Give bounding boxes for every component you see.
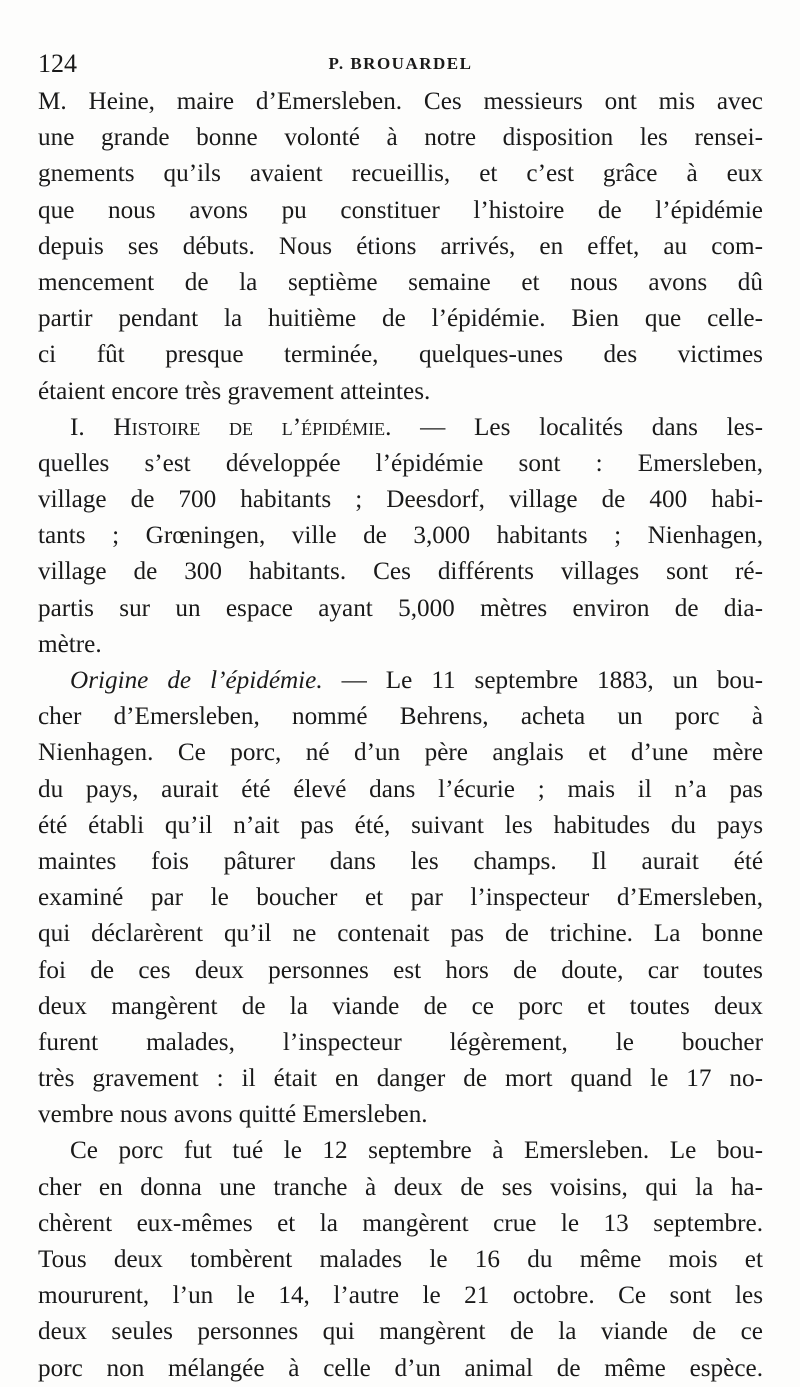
page-number: 124 xyxy=(38,49,77,78)
text-line: été établi qu’il n’ait pas été, suivant les habitudes du pays xyxy=(38,811,763,839)
text-line: Nienhagen. Ce porc, né d’un père anglais et d’une mère xyxy=(38,739,763,767)
text-line: foi de ces deux personnes est hors de doute, car toutes xyxy=(38,956,763,984)
text-line: qui déclarèrent qu’il ne contenait pas de trichine. La bonne xyxy=(38,920,763,948)
text-line: deux seules personnes qui mangèrent de la viande de ce xyxy=(38,1318,763,1346)
text-line: étaient encore très gravement atteintes. xyxy=(38,377,431,405)
section-number: I. xyxy=(70,413,85,441)
text-line: examiné par le boucher et par l’inspecteur d’Emersleben, xyxy=(38,884,763,912)
text-line: une grande bonne volonté à notre disposition les rensei- xyxy=(38,124,763,152)
text-line: quelles s’est développée l’épidémie sont : Emersleben, xyxy=(38,449,763,477)
text-run: — Les localités dans les- xyxy=(420,413,763,441)
paragraph-intro xyxy=(38,84,763,410)
text-line: village de 700 habitants ; Deesdorf, village de 400 habi- xyxy=(38,486,763,514)
section-heading: Histoire de l’épidémie. xyxy=(113,413,392,441)
running-title: P. BROUARDEL xyxy=(328,54,473,73)
running-head xyxy=(38,44,763,84)
text-line: vembre nous avons quitté Emersleben. xyxy=(38,1101,428,1129)
text-line: partis sur un espace ayant 5,000 mètres environ de dia- xyxy=(38,594,763,622)
book-page xyxy=(38,44,763,1382)
text-line: maintes fois pâturer dans les champs. Il aurait été xyxy=(38,847,763,875)
text-line: deux mangèrent de la viande de ce porc et toutes deux xyxy=(38,992,763,1020)
text-line: Ce porc fut tué le 12 septembre à Emersleben. Le bou- xyxy=(70,1137,763,1165)
text-line: gnements qu’ils avaient recueillis, et c’est grâce à eux xyxy=(38,160,763,188)
paragraph-porc xyxy=(38,1133,763,1386)
body-text xyxy=(38,84,763,1387)
text-line: mencement de la septième semaine et nous avons dû xyxy=(38,268,763,296)
text-line: porc non mélangée à celle d’un animal de même espèce. xyxy=(38,1354,763,1382)
paragraph-histoire xyxy=(38,410,763,663)
text-line: mètre. xyxy=(38,630,102,658)
text-line: M. Heine, maire d’Emersleben. Ces messieurs ont mis avec xyxy=(38,88,763,115)
text-line: très gravement : il était en danger de mort quand le 17 no- xyxy=(38,1065,763,1093)
text-line: tants ; Grœningen, ville de 3,000 habitants ; Nienhagen, xyxy=(38,522,763,550)
text-line: village de 300 habitants. Ces différents villages sont ré- xyxy=(38,558,763,586)
text-line: depuis ses débuts. Nous étions arrivés, en effet, au com- xyxy=(38,232,763,260)
paragraph-origine xyxy=(38,663,763,1133)
text-run: — Le 11 septembre 1883, un bou- xyxy=(341,667,763,694)
text-line: cher d’Emersleben, nommé Behrens, acheta un porc à xyxy=(38,703,763,731)
text-line: du pays, aurait été élevé dans l’écurie ; mais il n’a pas xyxy=(38,775,763,803)
subsection-heading-line xyxy=(38,663,763,699)
section-heading-line xyxy=(38,410,763,446)
text-line: partir pendant la huitième de l’épidémie. Bien que celle- xyxy=(38,305,763,333)
text-line: moururent, l’un le 14, l’autre le 21 octobre. Ce sont les xyxy=(38,1282,763,1310)
text-line: cher en donna une tranche à deux de ses voisins, qui la ha- xyxy=(38,1173,763,1201)
subsection-heading: Origine de l’épidémie. xyxy=(70,667,323,694)
text-line: ci fût presque terminée, quelques-unes des victimes xyxy=(38,341,763,369)
text-line: chèrent eux-mêmes et la mangèrent crue le 13 septembre. xyxy=(38,1209,763,1237)
text-line: Tous deux tombèrent malades le 16 du même mois et xyxy=(38,1246,763,1273)
text-line: furent malades, l’inspecteur légèrement, le boucher xyxy=(38,1028,763,1056)
text-line: que nous avons pu constituer l’histoire de l’épidémie xyxy=(38,196,763,224)
